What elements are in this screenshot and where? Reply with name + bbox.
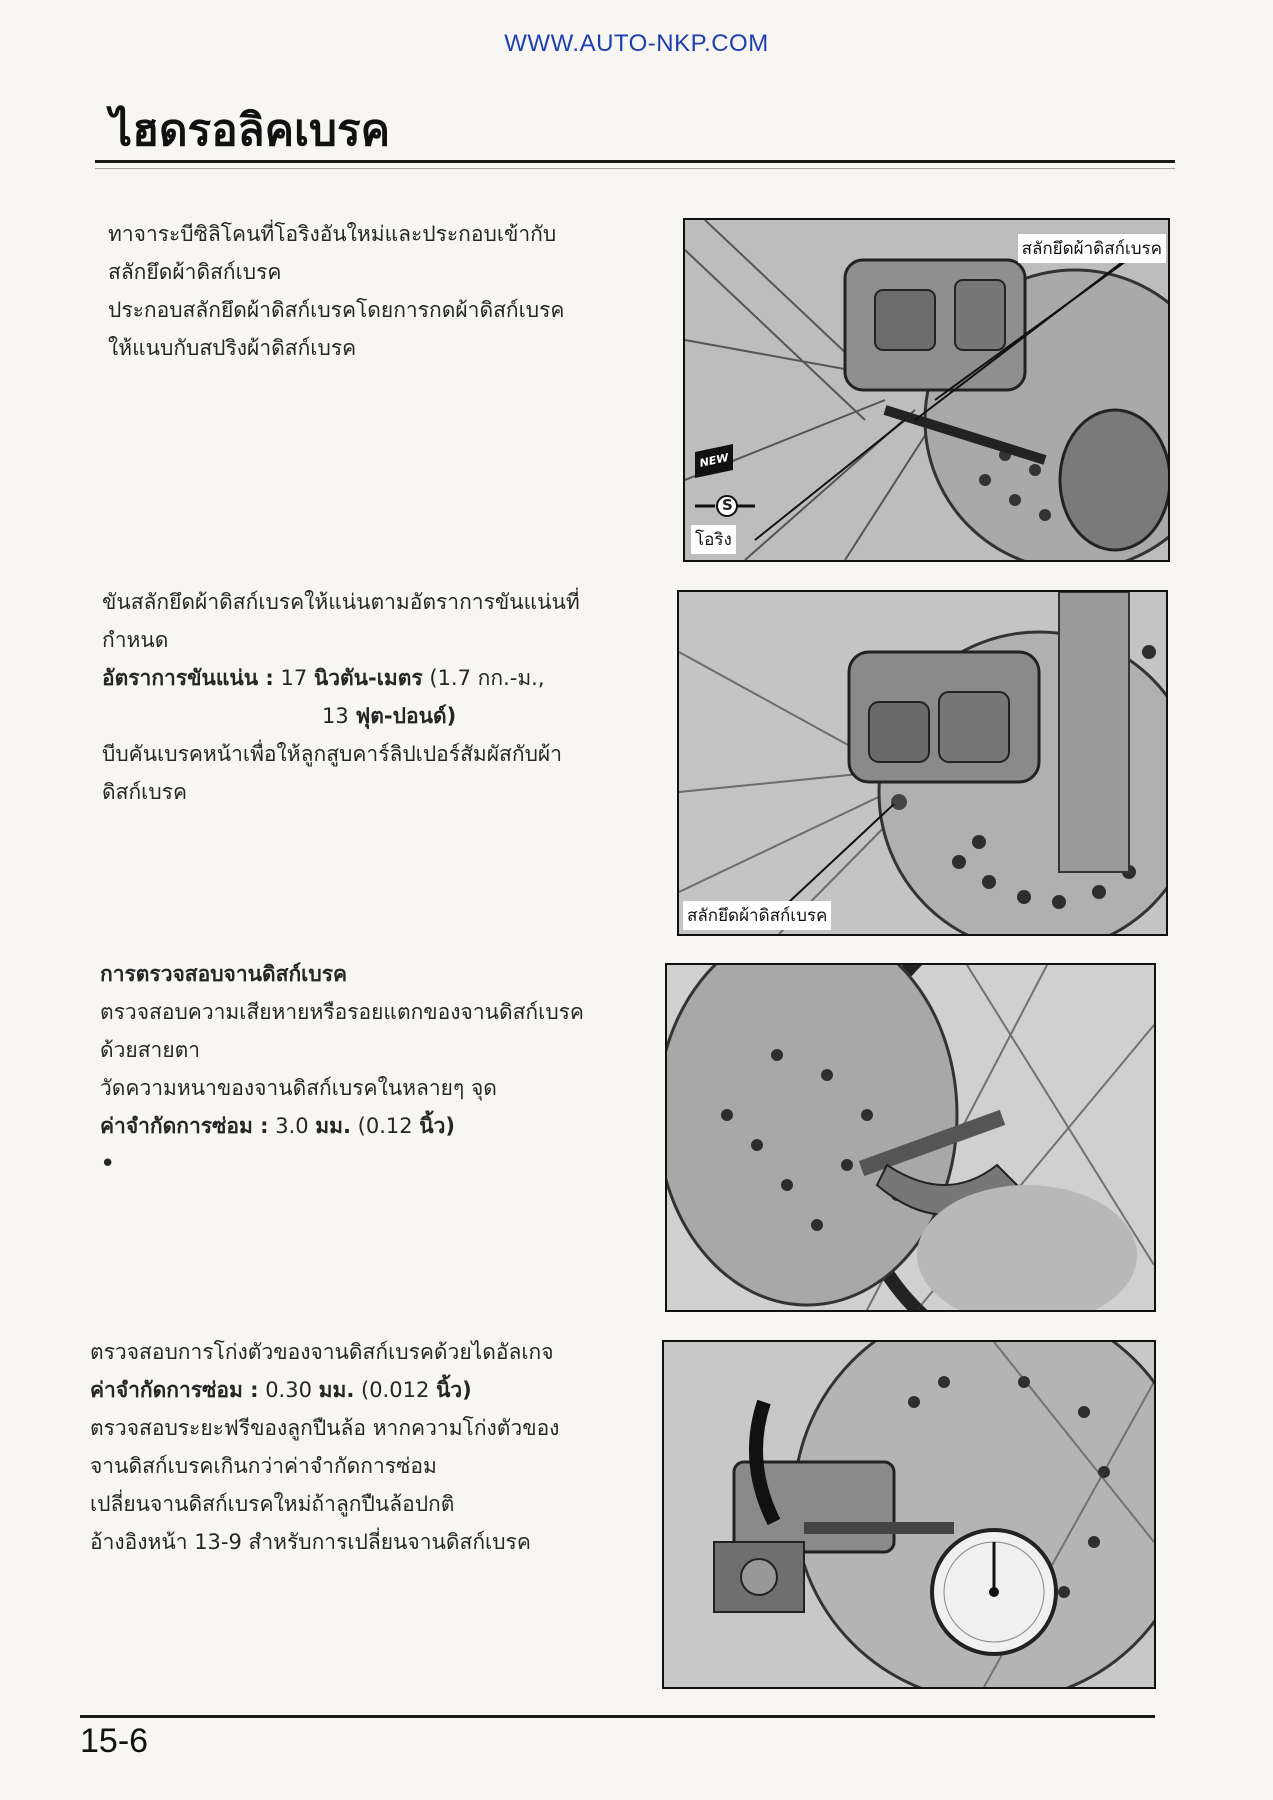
text-line: บีบคันเบรคหน้าเพื่อให้ลูกสูบคาร์ลิปเปอร์สัมผัสกับผ้า <box>102 742 562 766</box>
torque-unit: นิวตัน-เมตร <box>313 666 423 690</box>
text-line: อ้างอิงหน้า 13-9 สำหรับการเปลี่ยนจานดิสก์เบรค <box>90 1530 531 1554</box>
section-4-text <box>90 1333 660 1561</box>
torque-spec <box>102 659 662 697</box>
text-line: สลักยึดผ้าดิสก์เบรค <box>108 260 282 284</box>
section-2-text <box>102 583 662 811</box>
text-line: ขันสลักยึดผ้าดิสก์เบรคให้แน่นตามอัตราการขันแน่นที่ <box>102 590 580 614</box>
page-number: 15-6 <box>80 1722 149 1760</box>
text-line: เปลี่ยนจานดิสก์เบรคใหม่ถ้าลูกปืนล้อปกติ <box>90 1492 455 1516</box>
silicone-grease-icon <box>695 495 755 517</box>
text-line: ตรวจสอบการโก่งตัวของจานดิสก์เบรคด้วยไดอัลเกจ <box>90 1340 554 1364</box>
caliper-photo-illustration <box>685 220 1168 560</box>
torque-unit-ftlb: ฟุต-ปอนด์) <box>355 704 457 728</box>
photo-disc-thickness <box>665 963 1156 1312</box>
torque-value-alt: (1.7 กก.-ม., <box>429 666 545 690</box>
service-limit-label: ค่าจำกัดการซ่อม : <box>100 1114 269 1138</box>
title-rule-shadow <box>95 168 1175 169</box>
disc-thickness-illustration <box>667 965 1154 1310</box>
service-limit-unit: มม. <box>318 1378 355 1402</box>
service-limit-alt-unit: นิ้ว) <box>436 1378 472 1402</box>
torque-label: อัตราการขันแน่น : <box>102 666 274 690</box>
service-limit-alt-unit: นิ้ว) <box>419 1114 456 1138</box>
text-line: ดิสก์เบรค <box>102 780 188 804</box>
service-limit <box>90 1371 660 1409</box>
dial-gauge-illustration <box>664 1342 1154 1687</box>
text-line: ประกอบสลักยึดผ้าดิสก์เบรคโดยการกดผ้าดิสก์เบรค <box>108 298 565 322</box>
text-line: ตรวจสอบความเสียหายหรือรอยแตกของจานดิสก์เบรค <box>100 1000 584 1024</box>
new-part-icon: NEW <box>695 444 733 478</box>
grease-symbol-letter: S <box>722 496 733 514</box>
photo-caliper-tighten <box>677 590 1168 936</box>
photo-caliper-pin-install <box>683 218 1170 562</box>
callout-o-ring: โอริง <box>691 525 736 554</box>
section-1-text <box>108 215 628 367</box>
stray-bullet: • <box>100 1149 116 1179</box>
text-line: จานดิสก์เบรคเกินกว่าค่าจำกัดการซ่อม <box>90 1454 437 1478</box>
photo-disc-runout-dial-gauge <box>662 1340 1156 1689</box>
service-limit-value: 0.30 <box>265 1378 312 1402</box>
service-limit-alt: (0.12 <box>357 1114 413 1138</box>
section-3-text <box>100 955 660 1183</box>
torque-value-ftlb: 13 <box>322 704 349 728</box>
text-line: ด้วยสายตา <box>100 1038 201 1062</box>
service-limit-label: ค่าจำกัดการซ่อม : <box>90 1378 259 1402</box>
service-limit-unit: มม. <box>315 1114 351 1138</box>
section-heading: การตรวจสอบจานดิสก์เบรค <box>100 962 348 986</box>
service-limit-alt: (0.012 <box>361 1378 430 1402</box>
text-line: ให้แนบกับสปริงผ้าดิสก์เบรค <box>108 336 357 360</box>
text-line: กำหนด <box>102 628 169 652</box>
website-watermark: WWW.AUTO-NKP.COM <box>504 30 769 57</box>
callout-caliper-pin: สลักยึดผ้าดิสก์เบรค <box>1018 234 1166 263</box>
torque-spec-cont <box>102 697 662 735</box>
text-line: ทาจาระบีซิลิโคนที่โอริงอันใหม่และประกอบเข้ากับ <box>108 222 557 246</box>
torque-value: 17 <box>280 666 308 690</box>
title-rule <box>95 160 1175 163</box>
page-title: ไฮดรอลิคเบรค <box>110 105 391 156</box>
caliper-tighten-illustration <box>679 592 1166 934</box>
text-line: วัดความหนาของจานดิสก์เบรคในหลายๆ จุด <box>100 1076 497 1100</box>
callout-caliper-pin-2: สลักยึดผ้าดิสก์เบรค <box>683 901 831 930</box>
service-limit <box>100 1107 660 1145</box>
text-line: ตรวจสอบระยะฟรีของลูกปืนล้อ หากความโก่งตัวของ <box>90 1416 560 1440</box>
footer-rule <box>80 1715 1155 1718</box>
service-limit-value: 3.0 <box>275 1114 309 1138</box>
